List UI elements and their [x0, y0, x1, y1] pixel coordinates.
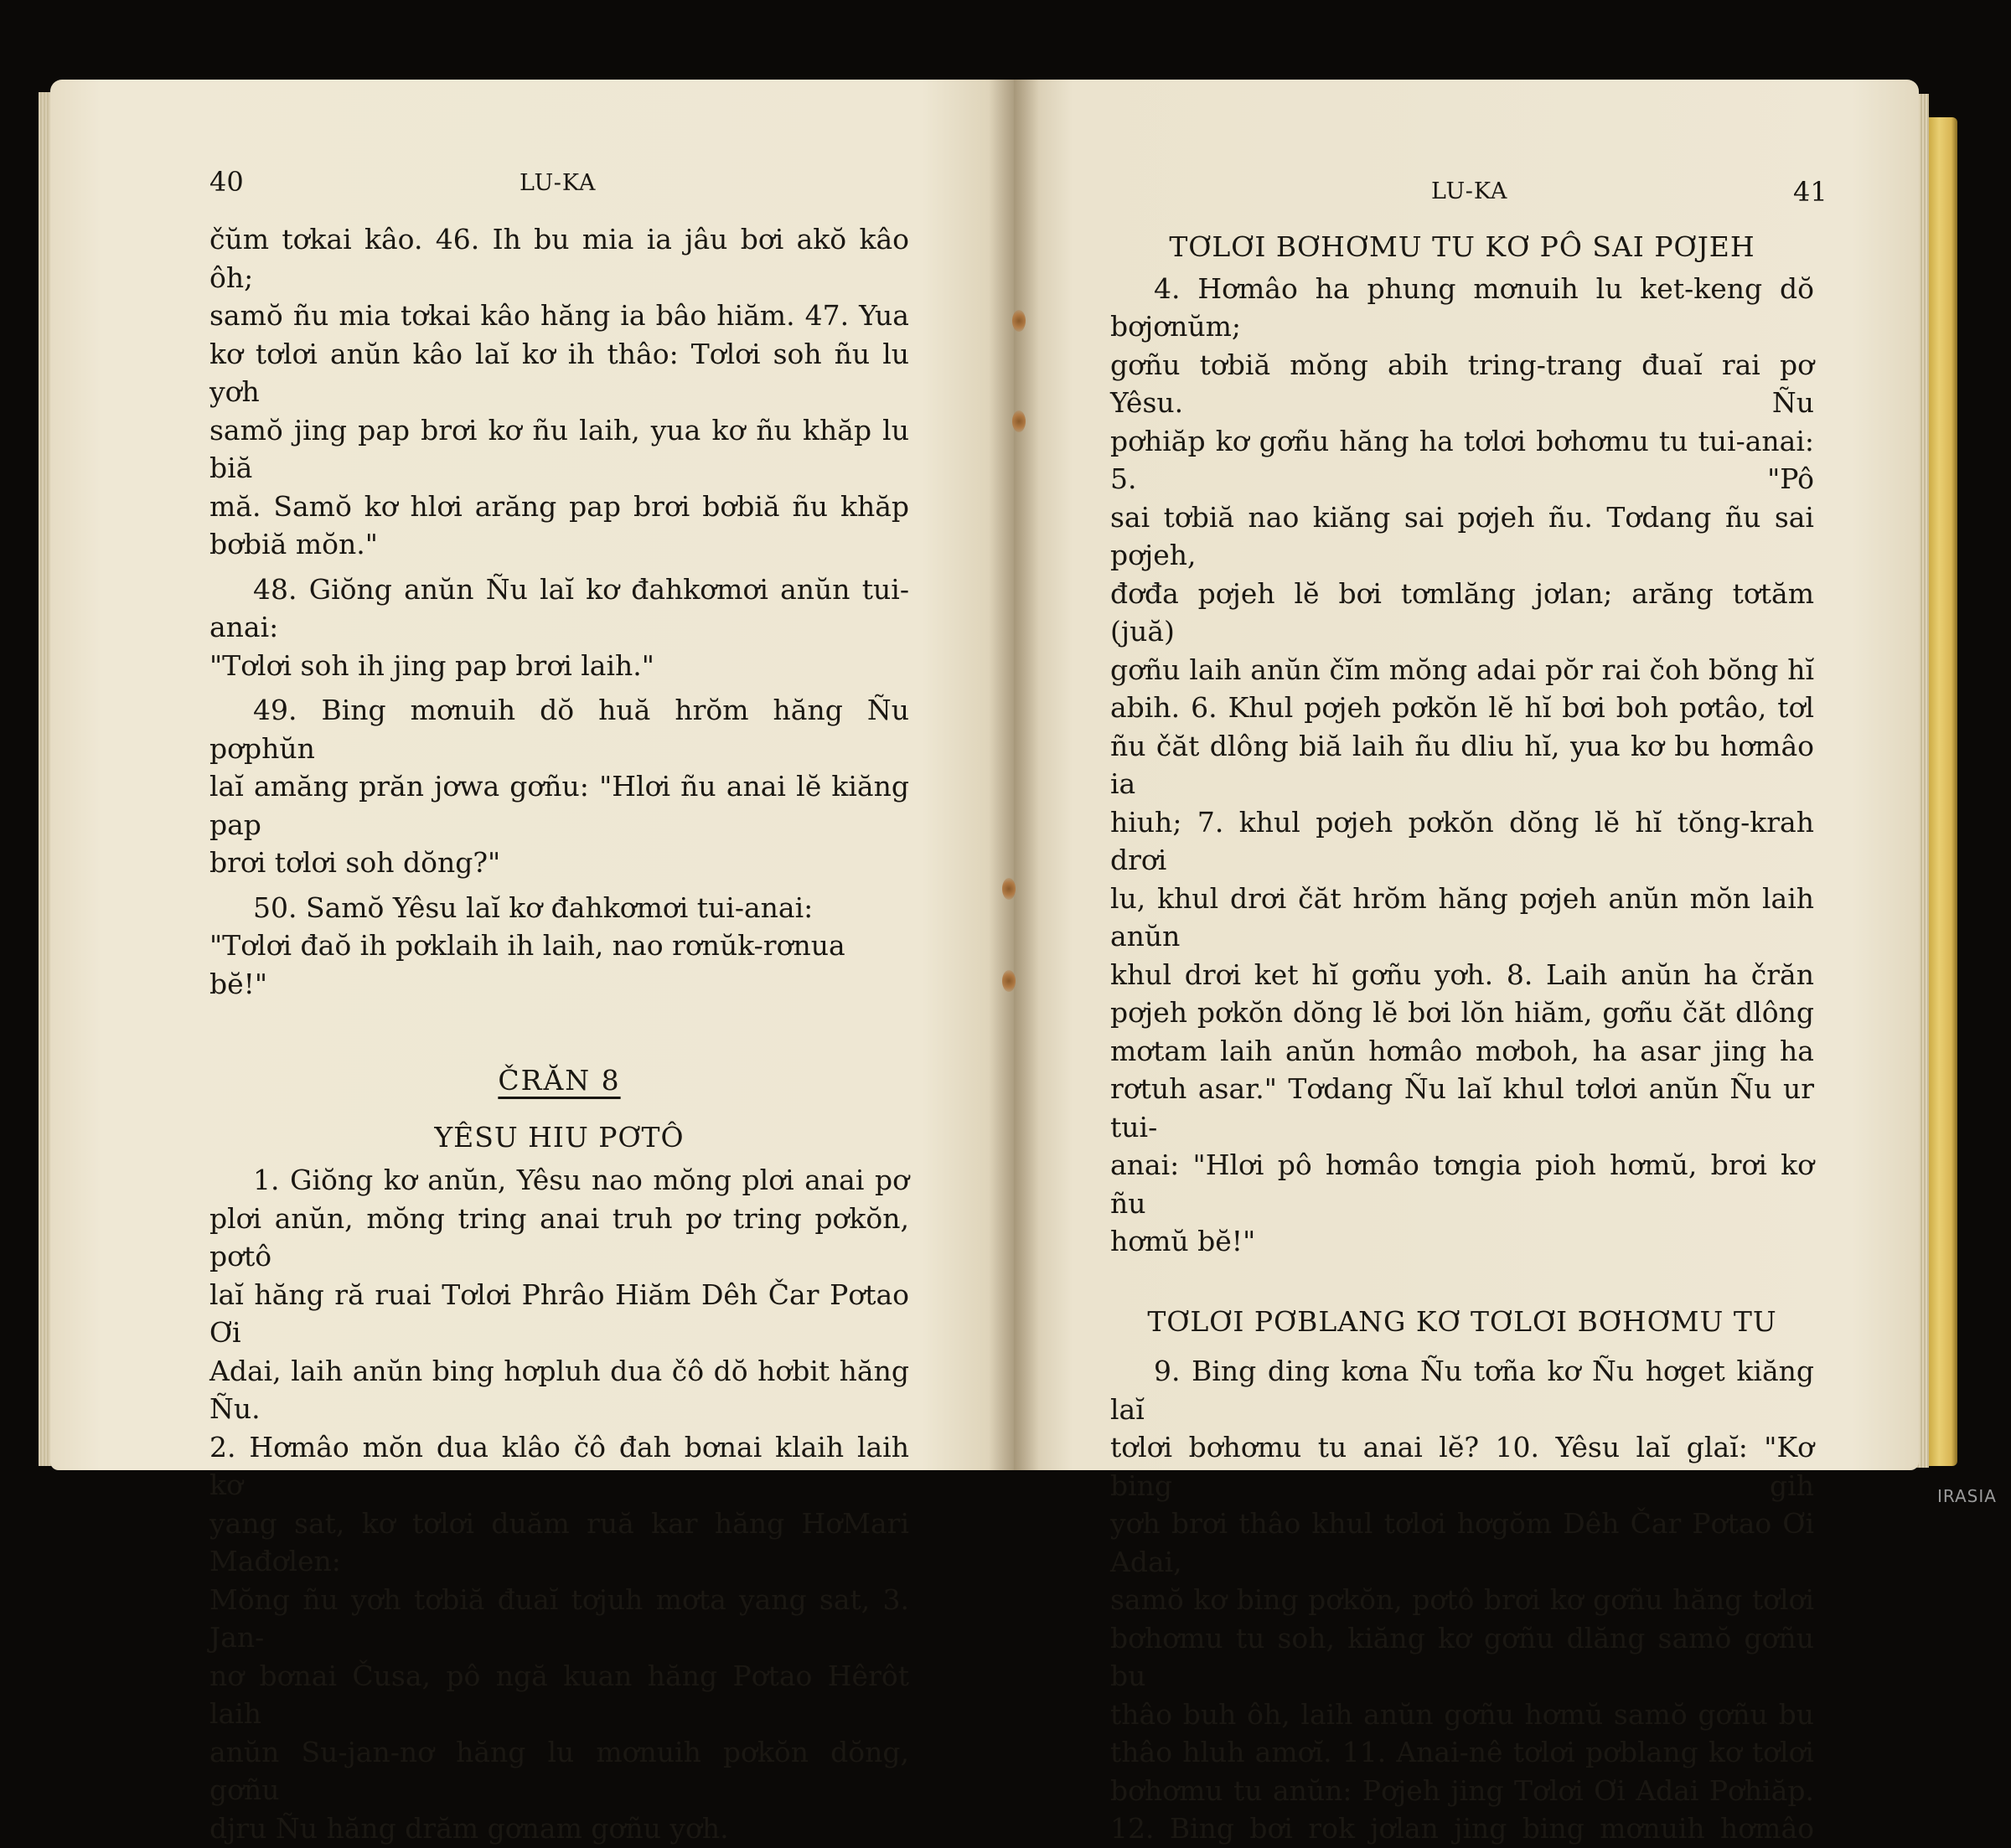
text-line: kơ tơlơi anŭn kâo laĭ kơ ih thâo: Tơlơi soh ñu lu yơh	[209, 337, 909, 408]
text-line: bơhơmu tu soh, kiăng kơ gơñu dlăng samŏ gơñu bu	[1110, 1621, 1814, 1692]
text-line: bơhơmu tu anŭn: Pơjeh jing Tơlơi Ơi Adai Pơhiăp.	[1110, 1773, 1814, 1807]
text-line: mă. Samŏ kơ hlơi arăng pap brơi bơbiă ñu khăp	[209, 489, 909, 523]
right-page-number: 41	[1793, 176, 1827, 208]
text-line: samŏ jing pap brơi kơ ñu laih, yua kơ ñu khăp lu biă	[209, 413, 909, 484]
text-line: anai: "Hlơi pô hơmâo tơngia pioh hơmŭ, brơi kơ ñu	[1110, 1149, 1814, 1220]
binding-stain	[1002, 970, 1016, 992]
book-gutter	[989, 80, 1039, 1470]
text-line: rơtuh asar." Tơdang Ñu laĭ khul tơlơi anŭn Ñu ur tui-	[1110, 1072, 1814, 1143]
text-line: 12. Bing bơi rok jơlan jing bing mơnuih hơmâo	[1110, 1812, 1814, 1845]
text-line: "Tơlơi soh ih jing pap brơi laih."	[209, 648, 654, 682]
text-line: sai tơbiă nao kiăng sai pơjeh ñu. Tơdang ñu sai pơjeh,	[1110, 500, 1814, 571]
left-page-number: 40	[209, 166, 244, 198]
section-heading: TƠLƠI BƠHƠMU TU KƠ PÔ SAI PƠJEH	[1169, 230, 1755, 263]
text-line: 4. Hơmâo ha phung mơnuih lu ket-keng dŏ bơjơnŭm;	[1110, 271, 1814, 343]
text-line: nơ bơnai Čusa, pô ngă kuan hăng Pơtao Hêrôt laih	[209, 1659, 909, 1730]
text-line: čŭm tơkai kâo. 46. Ih bu mia ia jâu bơi akŏ kâo ôh;	[209, 223, 909, 294]
watermark-label: IRASIA	[1937, 1486, 1997, 1506]
text-line: hơmŭ bĕ!"	[1110, 1225, 1256, 1257]
text-line: 9. Bing ding kơna Ñu tơña kơ Ñu hơget kiăng laĭ	[1110, 1355, 1814, 1426]
text-line: pơjeh pơkŏn dŏng lĕ bơi lŏn hiăm, gơñu čăt dlông	[1110, 996, 1814, 1029]
right-running-title: LU-KA	[1431, 178, 1508, 204]
left-running-title: LU-KA	[520, 170, 597, 196]
text-line: samŏ ñu mia tơkai kâo hăng ia bâo hiăm. 47. Yua	[209, 299, 909, 332]
text-line: đơđa pơjeh lĕ bơi tơmlăng jơlan; arăng tơtăm (juă)	[1110, 576, 1814, 648]
text-line: tơlơi bơhơmu tu anai lĕ? 10. Yêsu laĭ glaĭ: "Kơ bing gih	[1110, 1431, 1814, 1502]
text-line: brơi tơlơi soh dŏng?"	[209, 846, 501, 879]
text-line: lu, khul drơi čăt hrŏm hăng pơjeh anŭn mŏn laih anŭn	[1110, 881, 1814, 952]
right-page-text	[1110, 228, 1814, 1848]
text-line: khul drơi ket hĭ gơñu yơh. 8. Laih anŭn ha črăn	[1110, 958, 1814, 991]
text-line: 1. Giŏng kơ anŭn, Yêsu nao mŏng plơi anai pơ	[253, 1164, 909, 1196]
binding-stain	[1002, 878, 1016, 900]
text-line: plơi anŭn, mŏng tring anai truh pơ tring pơkŏn, pơtô	[209, 1201, 909, 1272]
text-line: Adai, laih anŭn bing hơpluh dua čô dŏ hơbit hăng Ñu.	[209, 1354, 909, 1425]
text-line: djru Ñu hăng drăm gơnam gơñu yơh.	[209, 1811, 729, 1845]
text-line: yơh brơi thâo khul tơlơi hơgŏm Dêh Čar Pơtao Ơi Adai,	[1110, 1507, 1814, 1578]
left-page-text	[209, 220, 909, 1847]
text-line: 48. Giŏng anŭn Ñu laĭ kơ đahkơmơi anŭn tui-anai:	[209, 572, 909, 643]
text-line: laĭ hăng ră ruai Tơlơi Phrâo Hiăm Dêh Čar Pơtao Ơi	[209, 1278, 909, 1349]
text-line: thâo buh ôh, laih anŭn gơñu hơmŭ samŏ gơñu bu	[1110, 1697, 1814, 1731]
chapter-heading: ČRĂN 8	[498, 1064, 621, 1097]
text-line: 50. Samŏ Yêsu laĭ kơ đahkơmơi tui-anai:	[253, 890, 814, 924]
binding-stain	[1012, 310, 1026, 332]
text-line: thâo hluh amơĭ. 11. Anai-nê tơlơi pơblang kơ tơlơi	[1110, 1736, 1814, 1768]
text-line: gơñu tơbiă mŏng abih tring-trang đuaĭ rai pơ Yêsu. Ñu	[1110, 348, 1814, 419]
text-line: anŭn Su-jan-nơ hăng lu mơnuih pơkŏn dŏng, gơñu	[209, 1735, 909, 1806]
text-line: bơbiă mŏn."	[209, 528, 378, 560]
text-line: laĭ amăng prăn jơwa gơñu: "Hlơi ñu anai lĕ kiăng pap	[209, 770, 909, 841]
text-line: "Tơlơi đaŏ ih pơklaih ih laih, nao rơnŭk-rơnua bĕ!"	[209, 929, 845, 1000]
text-line: 2. Hơmâo mŏn dua klâo čô đah bơnai klaih laih kơ	[209, 1430, 909, 1501]
section-heading: TƠLƠI PƠBLANG KƠ TƠLƠI BƠHƠMU TU	[1147, 1304, 1777, 1338]
text-line: pơhiăp kơ gơñu hăng ha tơlơi bơhơmu tu tui-anai: 5. "Pô	[1110, 424, 1814, 495]
text-line: yang sat, kơ tơlơi duăm ruă kar hăng HơMari Mađơlen:	[209, 1506, 909, 1577]
section-heading: YÊSU HIU PƠTÔ	[434, 1120, 685, 1154]
text-line: hiuh; 7. khul pơjeh pơkŏn dŏng lĕ hĭ tŏng-krah drơi	[1110, 805, 1814, 876]
text-line: ñu čăt dlông biă laih ñu dliu hĭ, yua kơ bu hơmâo ia	[1110, 729, 1814, 800]
text-line: gơñu laih anŭn čĭm mŏng adai pŏr rai čoh bŏng hĭ	[1110, 653, 1814, 686]
binding-stain	[1012, 410, 1026, 432]
text-line: 49. Bing mơnuih dŏ huă hrŏm hăng Ñu pơphŭn	[209, 694, 909, 765]
text-line: Mŏng ñu yơh tơbiă đuaĭ tơjuh mơta yang sat, 3. Jan-	[209, 1582, 909, 1654]
text-line: mơtam laih anŭn hơmâo mơboh, ha asar jing ha	[1110, 1034, 1814, 1067]
book-cover-edge	[1927, 117, 1957, 1466]
text-line: abih. 6. Khul pơjeh pơkŏn lĕ hĭ bơi boh pơtâo, tơl	[1110, 691, 1814, 724]
text-line: samŏ kơ bing pơkŏn, pơtô brơi kơ gơñu hăng tơlơi	[1110, 1583, 1814, 1616]
